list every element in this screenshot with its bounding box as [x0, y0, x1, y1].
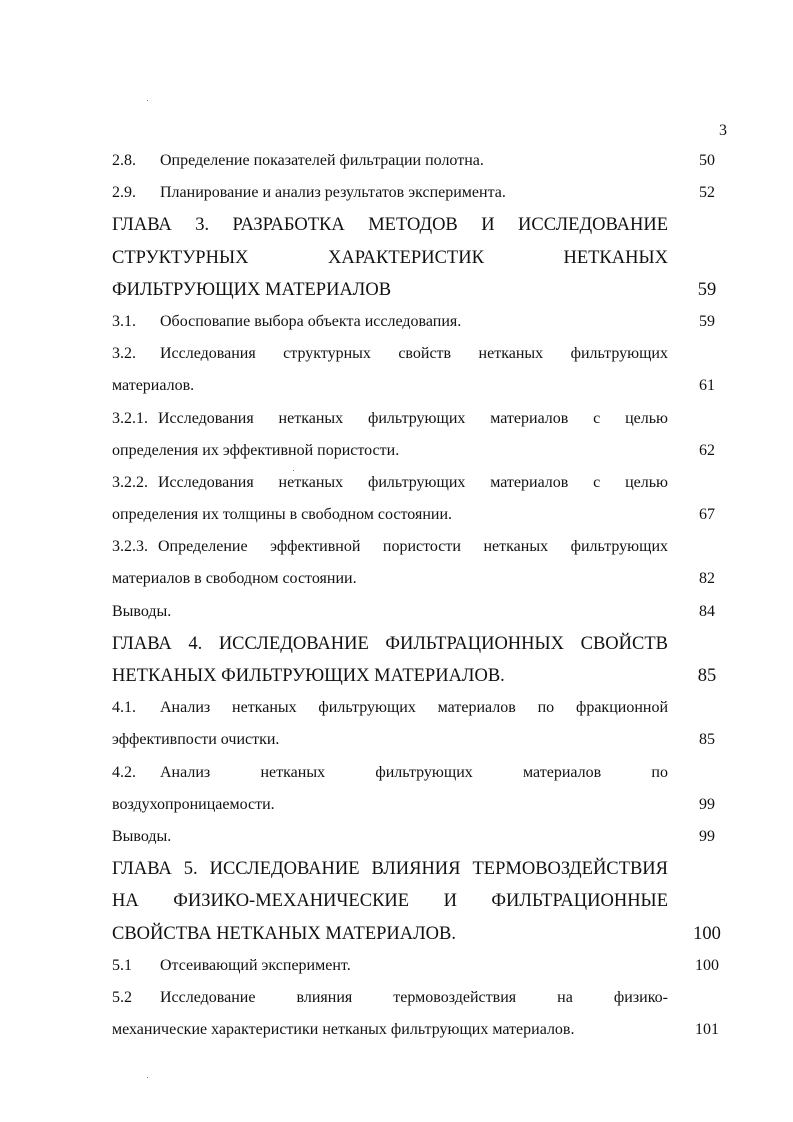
chapter-5-heading-line-3	[112, 918, 722, 950]
toc-entry-3-2-1-cont	[112, 435, 722, 467]
toc-entry-number: 2.9.	[112, 184, 136, 202]
toc-entry-number: 4.2.	[112, 763, 136, 781]
toc-entry-number: 3.2.3.	[112, 538, 148, 556]
toc-entry-page: 59	[697, 279, 717, 300]
toc-entry-title: Исследование влияния термовоздействия на физико-	[160, 988, 668, 1006]
toc-entry-title: эффективпости очистки.	[112, 731, 280, 749]
toc-entry-title: Выводы.	[112, 602, 172, 620]
toc-entry-page: 61	[699, 377, 715, 395]
toc-entry-number: 3.2.1.	[112, 409, 148, 427]
toc-entry-title: Определение эффективной пористости нетканых фильтрующих	[158, 538, 668, 556]
toc-entry-3-2-1	[112, 403, 722, 435]
toc-entry-title: Анализ нетканых фильтрующих материалов по	[160, 763, 668, 781]
toc-entry-page: 59	[699, 312, 715, 330]
table-of-contents	[112, 145, 722, 1046]
chapter-5-heading-line-1	[112, 853, 722, 885]
toc-entry-3-2	[112, 338, 722, 370]
toc-entry-5-1	[112, 950, 722, 982]
toc-entry-page: 100	[695, 956, 719, 974]
toc-entry-title: определения их эффективной пористости.	[112, 441, 400, 459]
toc-entry-title: механические характеристики нетканых фильтрующих материалов.	[112, 1021, 575, 1039]
toc-entry-5-2	[112, 982, 722, 1014]
toc-entry-title: материалов.	[112, 377, 195, 395]
toc-entry-4-2-cont	[112, 789, 722, 821]
toc-entry-2-8	[112, 145, 722, 177]
toc-entry-number: 4.1.	[112, 699, 136, 717]
toc-entry-3-2-2	[112, 467, 722, 499]
toc-entry-number: 3.2.2.	[112, 473, 148, 491]
toc-entry-4-1	[112, 692, 722, 724]
chapter-heading-text: ГЛАВА 5. ИССЛЕДОВАНИЕ ВЛИЯНИЯ ТЕРМОВОЗДЕЙСТВИЯ	[112, 859, 668, 880]
toc-entry-3-2-3-cont	[112, 563, 722, 595]
toc-entry-conclusions-4	[112, 821, 722, 853]
chapter-heading-text: ФИЛЬТРУЮЩИХ МАТЕРИАЛОВ	[112, 279, 392, 300]
toc-entry-title: воздухопроницаемости.	[112, 795, 275, 813]
chapter-heading-text: СТРУКТУРНЫХ ХАРАКТЕРИСТИК НЕТКАНЫХ	[112, 247, 668, 268]
toc-entry-page: 84	[699, 602, 715, 620]
toc-entry-title: Исследования нетканых фильтрующих материалов с целью	[158, 409, 668, 427]
chapter-heading-text: СВОЙСТВА НЕТКАНЫХ МАТЕРИАЛОВ.	[112, 923, 457, 944]
toc-entry-title: Планирование и анализ результатов эксперимента.	[160, 184, 506, 202]
chapter-5-heading-line-2	[112, 885, 722, 917]
toc-entry-title: Анализ нетканых фильтрующих материалов по фракционной	[160, 699, 668, 717]
toc-entry-title: Определение показателей фильтрации полотна.	[160, 152, 484, 169]
toc-entry-3-1	[112, 306, 722, 338]
toc-entry-title: Обосповапие выбора объекта исследовапия.	[160, 312, 462, 330]
toc-entry-page: 82	[699, 570, 715, 588]
chapter-heading-text: ГЛАВА 4. ИССЛЕДОВАНИЕ ФИЛЬТРАЦИОННЫХ СВОЙСТВ	[112, 633, 668, 654]
chapter-heading-text: НА ФИЗИКО-МЕХАНИЧЕСКИЕ И ФИЛЬТРАЦИОННЫЕ	[112, 891, 668, 912]
page-number: 3	[719, 122, 727, 139]
toc-entry-conclusions-3	[112, 596, 722, 628]
chapter-heading-text: НЕТКАНЫХ ФИЛЬТРУЮЩИХ МАТЕРИАЛОВ.	[112, 666, 505, 686]
chapter-4-heading-line-1	[112, 628, 722, 660]
toc-entry-3-2-3	[112, 531, 722, 563]
toc-entry-3-2-2-cont	[112, 499, 722, 531]
toc-entry-number: 2.8.	[112, 152, 136, 169]
toc-entry-5-2-cont	[112, 1014, 722, 1046]
toc-entry-page: 62	[699, 441, 715, 459]
toc-entry-4-1-cont	[112, 724, 722, 756]
chapter-heading-text: ГЛАВА 3. РАЗРАБОТКА МЕТОДОВ И ИССЛЕДОВАНИЕ	[112, 215, 668, 236]
scan-speck	[147, 1077, 148, 1078]
toc-entry-4-2	[112, 757, 722, 789]
toc-entry-title: Отсеивающий эксперимент.	[160, 956, 351, 974]
toc-entry-page: 85	[697, 666, 717, 686]
toc-entry-number: 3.2.	[112, 345, 136, 363]
toc-entry-page: 50	[699, 152, 715, 169]
toc-entry-title: определения их толщины в свободном состоянии.	[112, 506, 453, 524]
toc-entry-page: 99	[699, 795, 715, 813]
toc-entry-title: материалов в свободном состоянии.	[112, 570, 357, 588]
toc-entry-title: Исследования структурных свойств нетканых фильтрующих	[160, 345, 668, 363]
chapter-3-heading-line-1	[112, 209, 722, 241]
toc-entry-title: Исследования нетканых фильтрующих материалов с целью	[158, 473, 668, 491]
toc-entry-page: 99	[699, 827, 715, 845]
chapter-3-heading-line-3	[112, 274, 722, 306]
toc-entry-number: 3.1.	[112, 312, 136, 330]
chapter-3-heading-line-2	[112, 242, 722, 274]
toc-entry-number: 5.1	[112, 956, 132, 974]
toc-entry-3-2-cont	[112, 370, 722, 402]
toc-entry-page: 85	[699, 731, 715, 749]
toc-entry-page: 101	[695, 1021, 719, 1039]
scan-speck	[147, 100, 148, 101]
toc-entry-title: Выводы.	[112, 827, 172, 845]
toc-entry-2-9	[112, 177, 722, 209]
toc-entry-page: 100	[693, 923, 721, 944]
toc-entry-number: 5.2	[112, 988, 132, 1006]
toc-entry-page: 67	[699, 506, 715, 524]
toc-entry-page: 52	[699, 184, 715, 202]
chapter-4-heading-line-2	[112, 660, 722, 692]
